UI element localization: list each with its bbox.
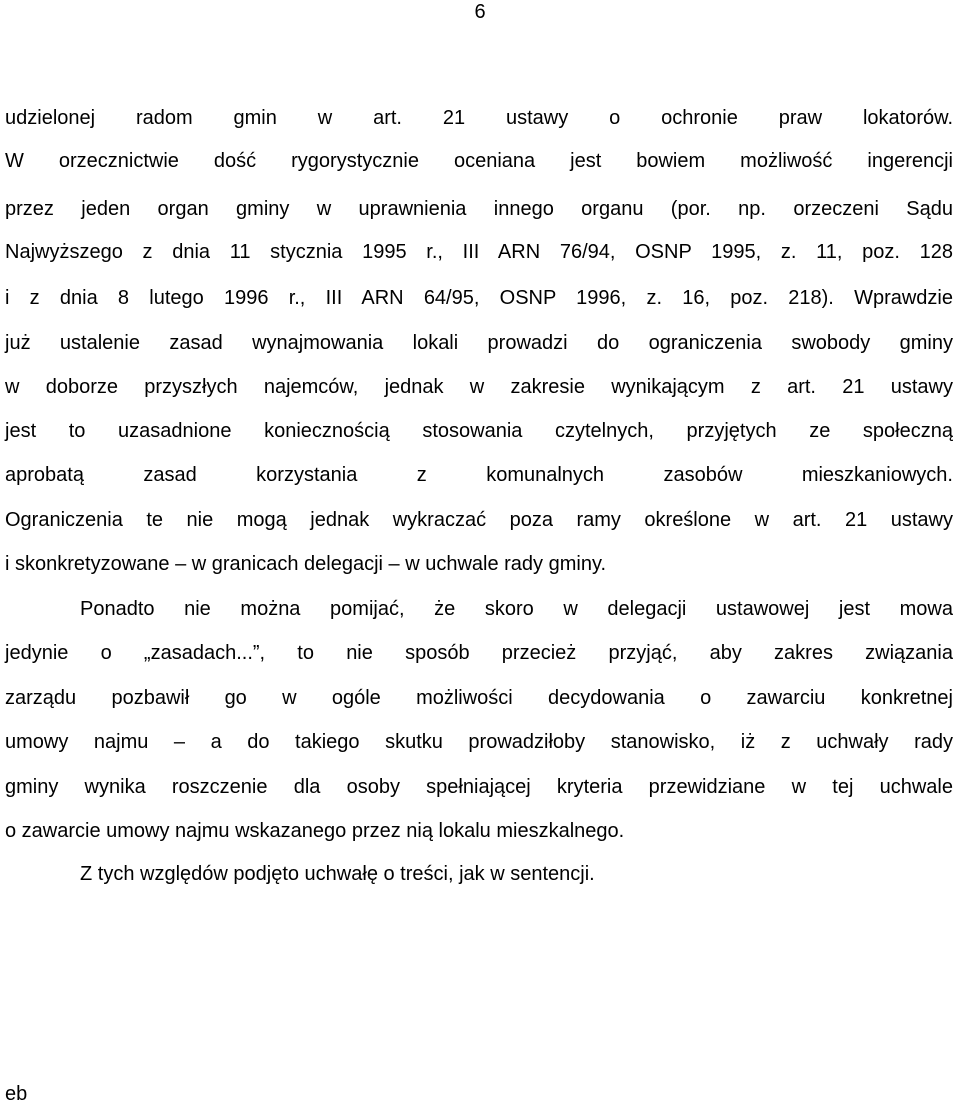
text-line: Ponadto nie można pomijać, że skoro w delegacji ustawowej jest mowa bbox=[80, 598, 953, 620]
text-line: już ustalenie zasad wynajmowania lokali prowadzi do ograniczenia swobody gminy bbox=[5, 332, 953, 354]
text-line: aprobatą zasad korzystania z komunalnych zasobów mieszkaniowych. bbox=[5, 464, 953, 486]
text-line: W orzecznictwie dość rygorystycznie oceniana jest bowiem możliwość ingerencji bbox=[5, 150, 953, 172]
text-line: gminy wynika roszczenie dla osoby spełniającej kryteria przewidziane w tej uchwale bbox=[5, 776, 953, 798]
footer-initials: eb bbox=[5, 1083, 28, 1105]
text-line: i z dnia 8 lutego 1996 r., III ARN 64/95, OSNP 1996, z. 16, poz. 218). Wprawdzie bbox=[5, 287, 953, 309]
text-line: o zawarcie umowy najmu wskazanego przez nią lokalu mieszkalnego. bbox=[5, 820, 625, 842]
text-line: udzielonej radom gmin w art. 21 ustawy o ochronie praw lokatorów. bbox=[5, 107, 953, 129]
text-line: i skonkretyzowane – w granicach delegacji – w uchwale rady gminy. bbox=[5, 553, 607, 575]
text-line: przez jeden organ gminy w uprawnienia innego organu (por. np. orzeczeni Sądu bbox=[5, 198, 953, 220]
text-line: jedynie o „zasadach...”, to nie sposób przecież przyjąć, aby zakres związania bbox=[5, 642, 953, 664]
text-line: Ograniczenia te nie mogą jednak wykraczać poza ramy określone w art. 21 ustawy bbox=[5, 509, 953, 531]
page-number: 6 bbox=[474, 1, 486, 23]
text-line: jest to uzasadnione koniecznością stosowania czytelnych, przyjętych ze społeczną bbox=[5, 420, 953, 442]
text-line: w doborze przyszłych najemców, jednak w zakresie wynikającym z art. 21 ustawy bbox=[5, 376, 953, 398]
text-line: Najwyższego z dnia 11 stycznia 1995 r., III ARN 76/94, OSNP 1995, z. 11, poz. 128 bbox=[5, 241, 953, 263]
text-line: zarządu pozbawił go w ogóle możliwości decydowania o zawarciu konkretnej bbox=[5, 687, 953, 709]
text-line: umowy najmu – a do takiego skutku prowadziłoby stanowisko, iż z uchwały rady bbox=[5, 731, 953, 753]
text-line: Z tych względów podjęto uchwałę o treści, jak w sentencji. bbox=[80, 863, 595, 885]
